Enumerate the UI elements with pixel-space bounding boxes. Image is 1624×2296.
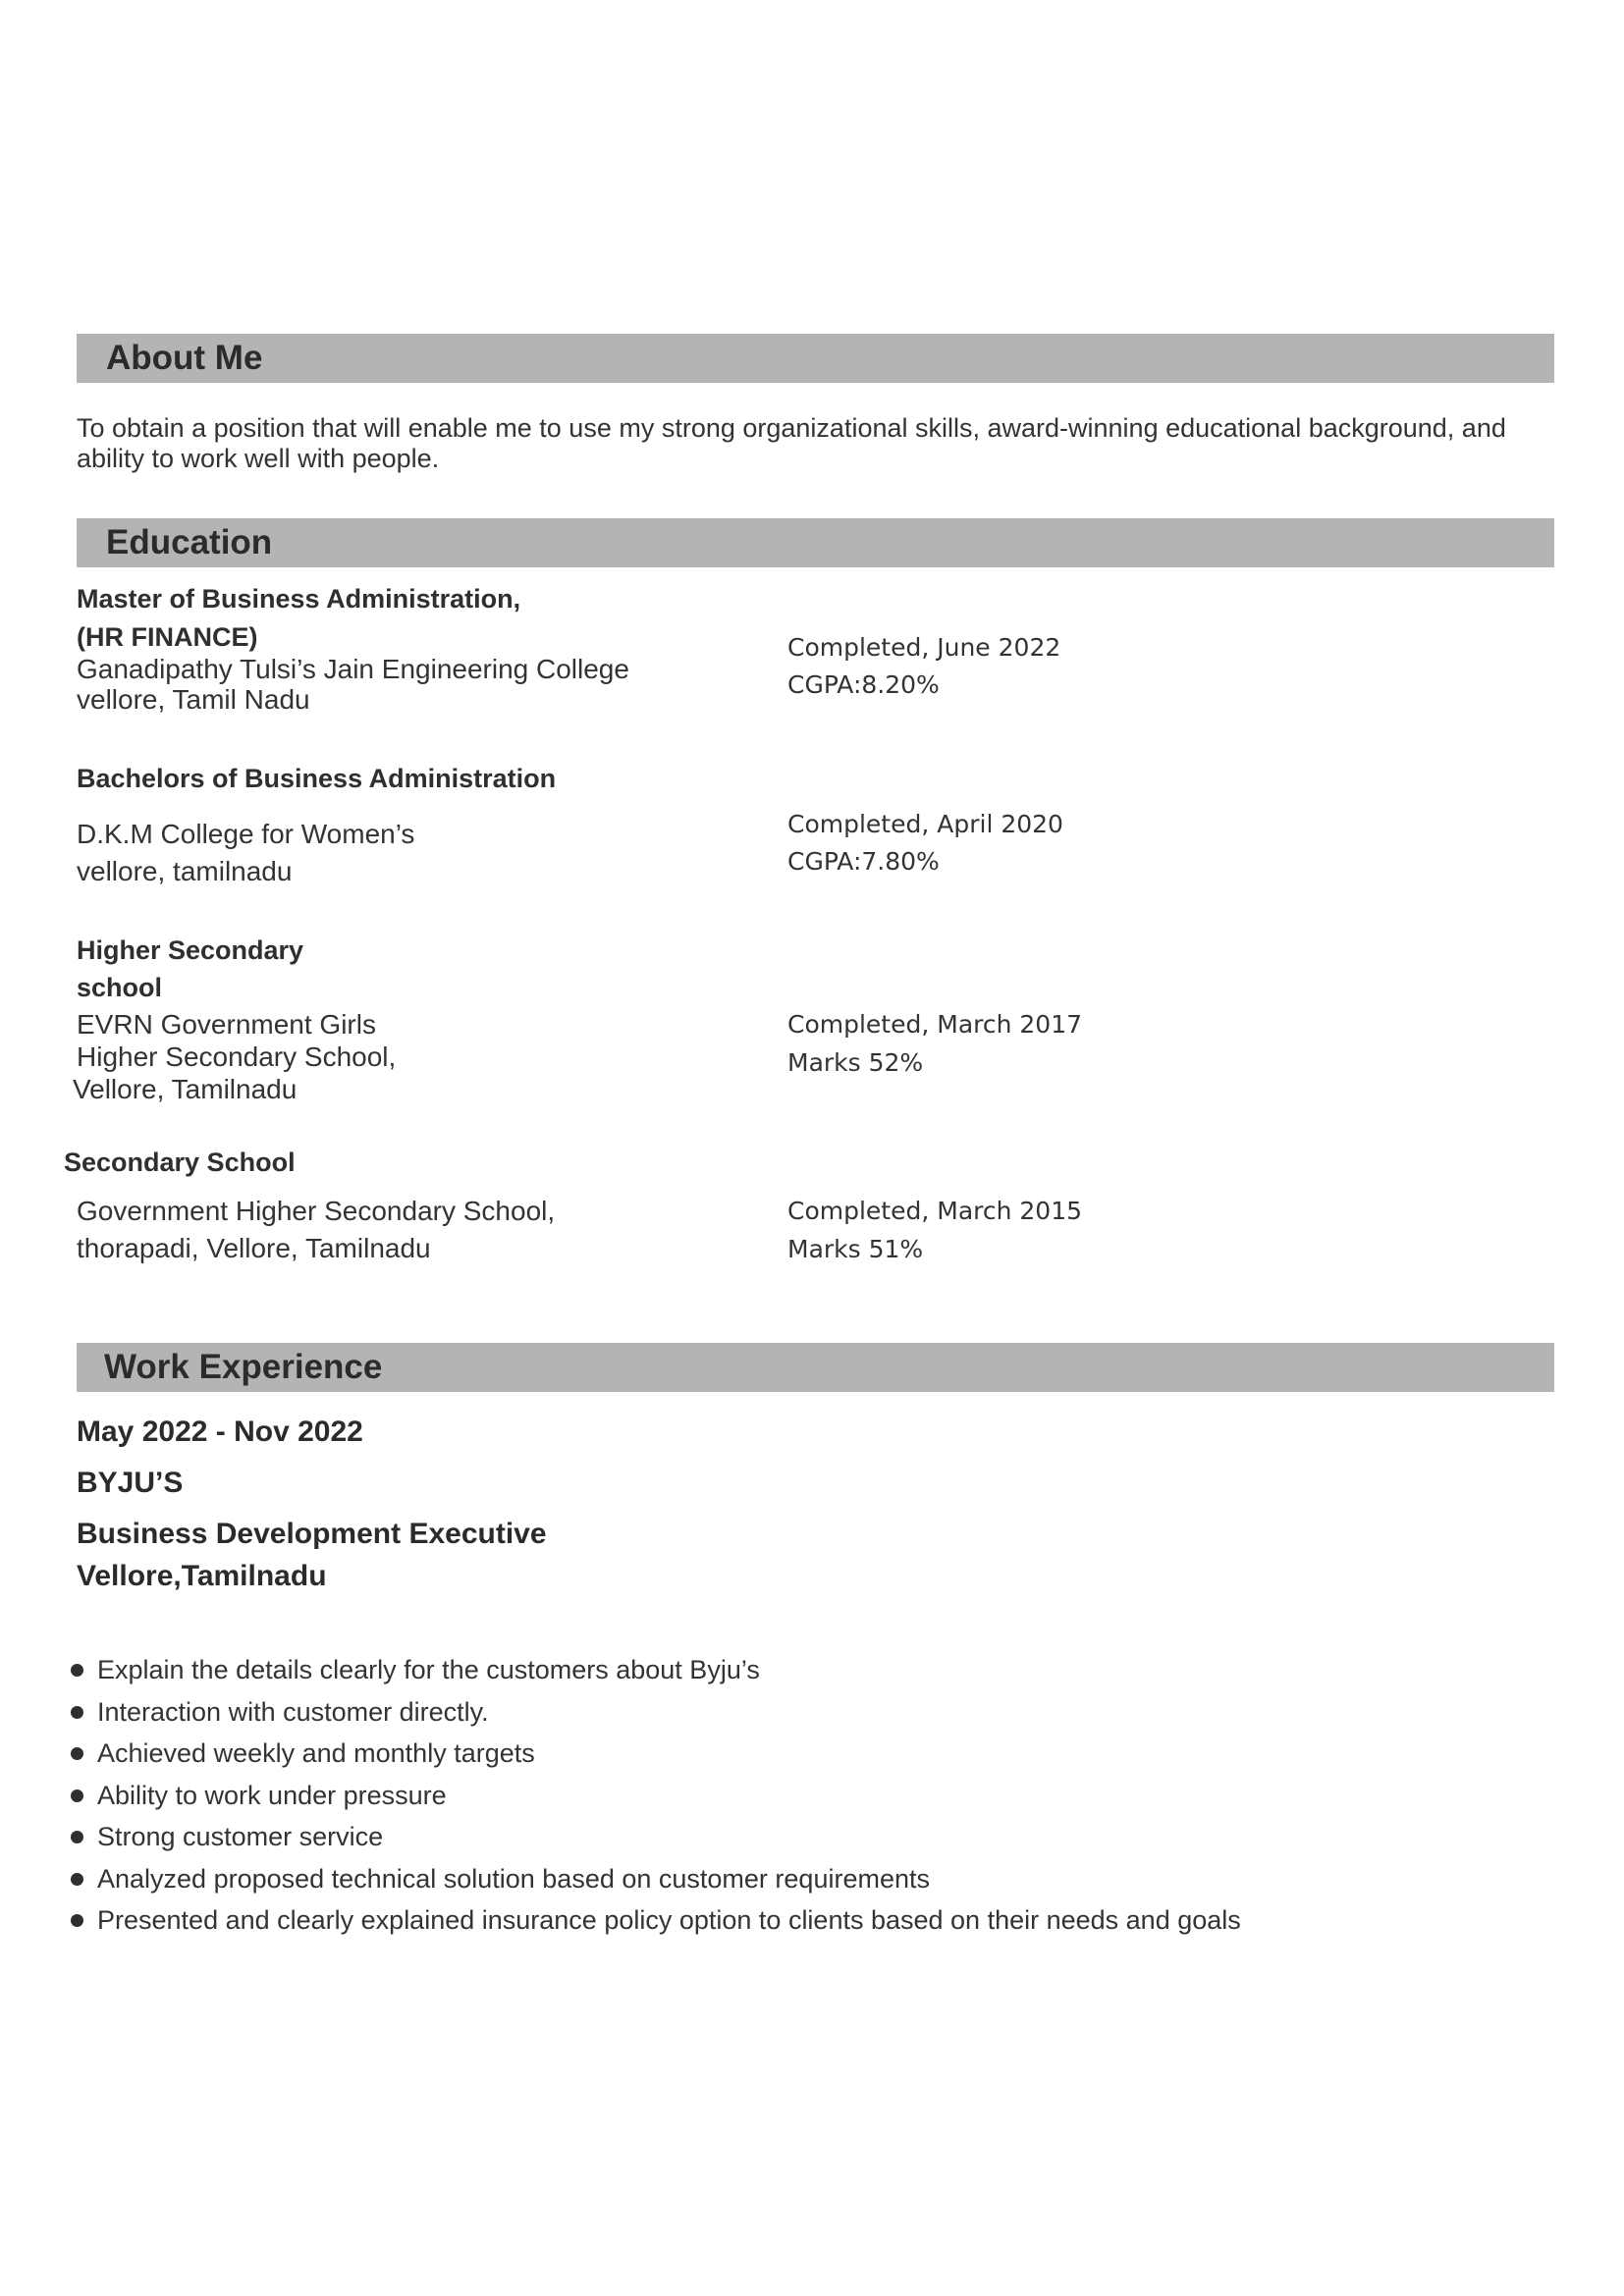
institution-name-line-2: Higher Secondary School, (77, 1041, 397, 1072)
list-item (71, 1902, 1241, 1938)
list-item (71, 1778, 447, 1813)
bullet-icon (71, 1706, 83, 1719)
education-section-header (77, 518, 1554, 567)
list-item (71, 1861, 930, 1896)
bullet-text: Interaction with customer directly. (97, 1697, 489, 1727)
institution-name: Ganadipathy Tulsi’s Jain Engineering College (77, 654, 629, 684)
institution-location: vellore, tamilnadu (77, 856, 293, 886)
list-item (71, 1735, 535, 1771)
degree-title: Master of Business Administration, (77, 584, 521, 614)
completion-status: Completed, June 2022 (787, 633, 1061, 662)
work-heading: Work Experience (104, 1348, 383, 1386)
bullet-icon (71, 1831, 83, 1843)
completion-status: Completed, April 2020 (787, 810, 1063, 838)
bullet-icon (71, 1664, 83, 1677)
score: Marks 51% (787, 1235, 924, 1263)
bullet-icon (71, 1789, 83, 1802)
about-text: To obtain a position that will enable me to use my strong organizational skills, award-winning educational background, and ability to work well with people. (77, 413, 1506, 473)
degree-title: Secondary School (64, 1148, 296, 1177)
degree-title: Higher Secondary (77, 935, 304, 965)
score: CGPA:8.20% (787, 670, 940, 699)
institution-name: Government Higher Secondary School, (77, 1196, 556, 1226)
completion-status: Completed, March 2017 (787, 1010, 1083, 1039)
about-section-header (77, 334, 1554, 383)
bullet-icon (71, 1914, 83, 1927)
bullet-text: Achieved weekly and monthly targets (97, 1738, 535, 1768)
list-item (71, 1652, 760, 1687)
completion-status: Completed, March 2015 (787, 1197, 1083, 1225)
list-item (71, 1819, 383, 1854)
degree-specialization: (HR FINANCE) (77, 622, 258, 652)
score: Marks 52% (787, 1048, 924, 1077)
bullet-text: Strong customer service (97, 1822, 384, 1851)
work-section-header (77, 1343, 1554, 1392)
about-heading: About Me (106, 339, 263, 377)
bullet-text: Presented and clearly explained insurance policy option to clients based on their needs and goals (97, 1905, 1241, 1935)
institution-location: Vellore, Tamilnadu (73, 1074, 298, 1104)
list-item (71, 1694, 489, 1730)
institution-name: EVRN Government Girls (77, 1009, 376, 1040)
institution-location: thorapadi, Vellore, Tamilnadu (77, 1233, 431, 1263)
job-role: Business Development Executive (77, 1518, 547, 1550)
degree-title: Bachelors of Business Administration (77, 764, 557, 793)
job-location: Vellore,Tamilnadu (77, 1560, 327, 1592)
bullet-text: Ability to work under pressure (97, 1781, 447, 1810)
degree-title-line-2: school (77, 973, 163, 1002)
bullet-icon (71, 1873, 83, 1886)
bullet-text: Explain the details clearly for the customers about Byju’s (97, 1655, 760, 1684)
bullet-text: Analyzed proposed technical solution based on customer requirements (97, 1864, 930, 1894)
education-heading: Education (106, 523, 273, 561)
bullet-icon (71, 1747, 83, 1760)
institution-location: vellore, Tamil Nadu (77, 684, 310, 715)
work-period: May 2022 - Nov 2022 (77, 1415, 363, 1448)
company-name: BYJU’S (77, 1467, 184, 1499)
score: CGPA:7.80% (787, 847, 940, 876)
institution-name: D.K.M College for Women’s (77, 819, 415, 849)
